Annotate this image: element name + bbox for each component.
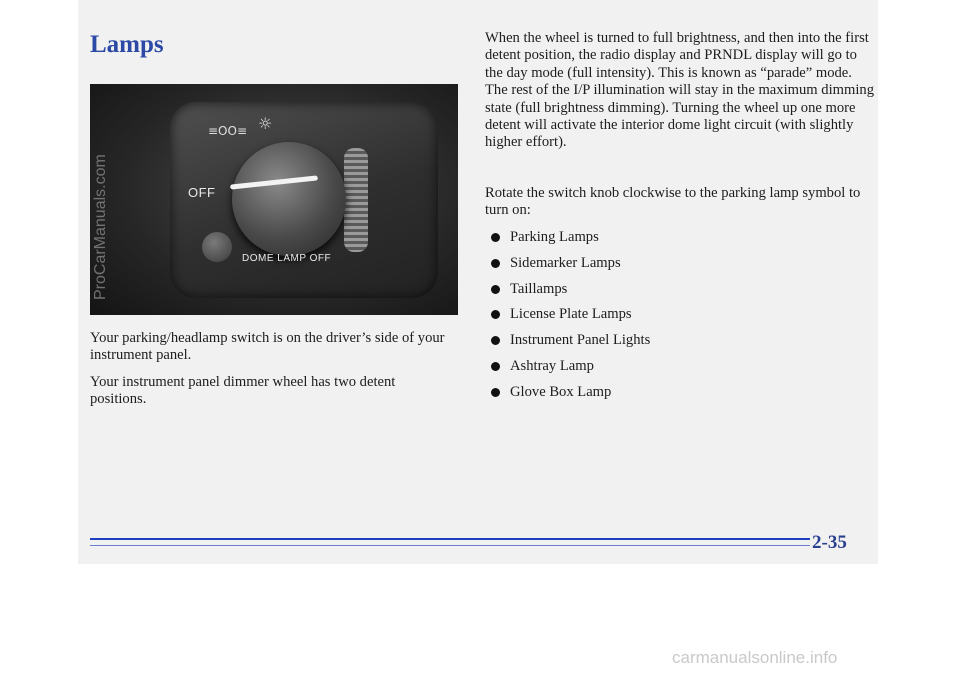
list-item: Sidemarker Lamps [490,255,650,281]
footer-rule [90,538,810,540]
headlamp-knob [232,142,346,256]
list-item: Taillamps [490,281,650,307]
side-watermark: ProCarManuals.com [92,154,109,300]
parade-mode-paragraph: When the wheel is turned to full brightness, and then into the first detent position, the radio display and PRNDL display will go to the day mode (full intensity). This is known as “parade” mode. The rest of the I/P illumination will stay in the maximum dimming state (full brightness dimming). Turning the wheel up one more detent will activate the interior dome light circuit (with slightly higher effort). [485,30,874,151]
page-title: Lamps [90,31,164,58]
bullet-icon [491,388,500,397]
switch-location-paragraph: Your parking/headlamp switch is on the driver’s side of your instrument panel. [90,330,445,364]
list-item: License Plate Lamps [490,306,650,332]
bullet-icon [491,285,500,294]
list-item: Parking Lamps [490,229,650,255]
headlamp-switch-photo [90,84,458,315]
dimmer-wheel [344,148,368,252]
dome-lamp-off-label: DOME LAMP OFF [242,253,332,264]
watermark-link[interactable]: carmanualsonline.info [672,648,838,667]
list-item: Glove Box Lamp [490,384,650,410]
bullet-icon [491,259,500,268]
lamp-list [490,229,650,410]
parking-lamp-icon: ≡OO≡ [208,124,247,138]
footer-rule-thin [90,545,810,546]
page-number: 2-35 [812,532,847,553]
headlamp-icon: ☼ [258,114,273,133]
bullet-icon [491,336,500,345]
dome-lamp-button [202,232,232,262]
bullet-icon [491,233,500,242]
bullet-icon [491,310,500,319]
list-item: Ashtray Lamp [490,358,650,384]
dimmer-wheel-paragraph: Your instrument panel dimmer wheel has two detent positions. [90,374,396,408]
off-label: OFF [188,185,216,200]
rotate-knob-paragraph: Rotate the switch knob clockwise to the parking lamp symbol to turn on: [485,185,861,219]
list-item: Instrument Panel Lights [490,332,650,358]
bullet-icon [491,362,500,371]
